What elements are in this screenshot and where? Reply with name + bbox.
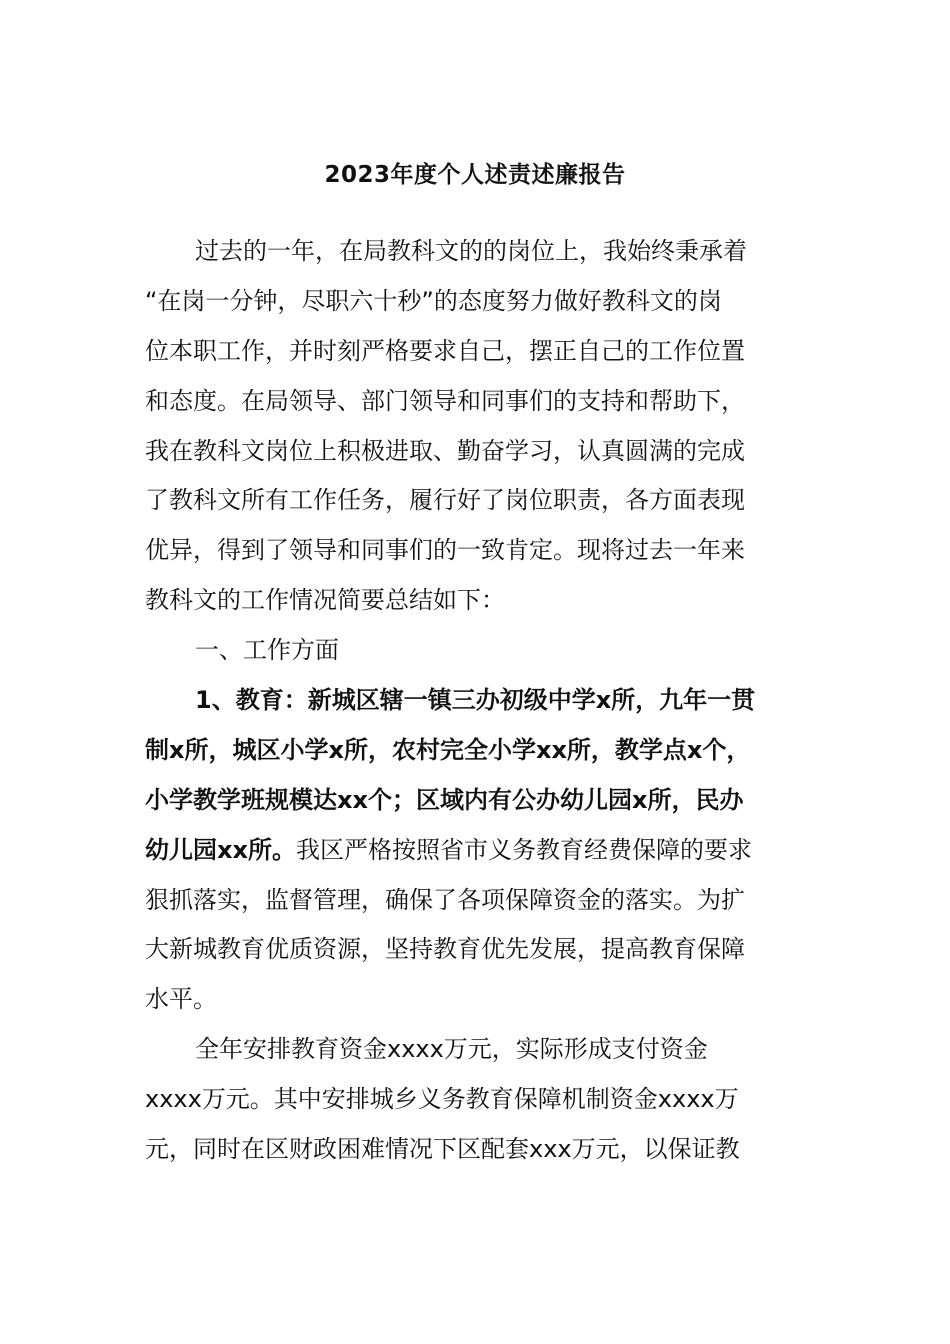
paragraph-line: 教科文的工作情况简要总结如下： bbox=[145, 586, 505, 614]
bold-text: 幼儿园xx所。 bbox=[145, 836, 296, 864]
regular-text: 我区严格按照省市义务教育经费保障的要求 bbox=[295, 836, 752, 864]
section-heading: 一、工作方面 bbox=[195, 636, 339, 664]
paragraph-line: 水平。 bbox=[145, 985, 217, 1013]
paragraph-line: xxxx万元。其中安排城乡义务教育保障机制资金xxxx万 bbox=[145, 1085, 739, 1113]
paragraph-line: 狠抓落实，监督管理，确保了各项保障资金的落实。为扩 bbox=[145, 886, 745, 914]
paragraph-line: 位本职工作，并时刻严格要求自己，摆正自己的工作位置 bbox=[145, 337, 745, 365]
paragraph-line-mixed bbox=[145, 832, 752, 868]
paragraph-line: 元，同时在区财政困难情况下区配套xxx万元，以保证教 bbox=[145, 1135, 740, 1163]
bold-paragraph-line: 小学教学班规模达xx个；区域内有公办幼儿园x所，民办 bbox=[145, 786, 744, 814]
paragraph-line: 和态度。在局领导、部门领导和同事们的支持和帮助下， bbox=[145, 387, 745, 415]
paragraph-line: 了教科文所有工作任务，履行好了岗位职责，各方面表现 bbox=[145, 486, 745, 514]
paragraph-line: 我在教科文岗位上积极进取、勤奋学习，认真圆满的完成 bbox=[145, 437, 745, 465]
document-title: 2023年度个人述责述廉报告 bbox=[324, 162, 626, 188]
paragraph-line: “在岗一分钟，尽职六十秒”的态度努力做好教科文的岗 bbox=[145, 287, 722, 315]
paragraph-line: 过去的一年，在局教科文的的岗位上，我始终秉承着 bbox=[195, 237, 747, 265]
bold-paragraph-line: 1、教育：新城区辖一镇三办初级中学x所，九年一贯 bbox=[195, 686, 756, 714]
paragraph-line: 全年安排教育资金xxxx万元，实际形成支付资金 bbox=[195, 1035, 708, 1063]
paragraph-line: 优异，得到了领导和同事们的一致肯定。现将过去一年来 bbox=[145, 536, 745, 564]
paragraph-line: 大新城教育优质资源，坚持教育优先发展，提高教育保障 bbox=[145, 935, 745, 963]
bold-paragraph-line: 制x所，城区小学x所，农村完全小学xx所，教学点x个， bbox=[145, 736, 751, 764]
